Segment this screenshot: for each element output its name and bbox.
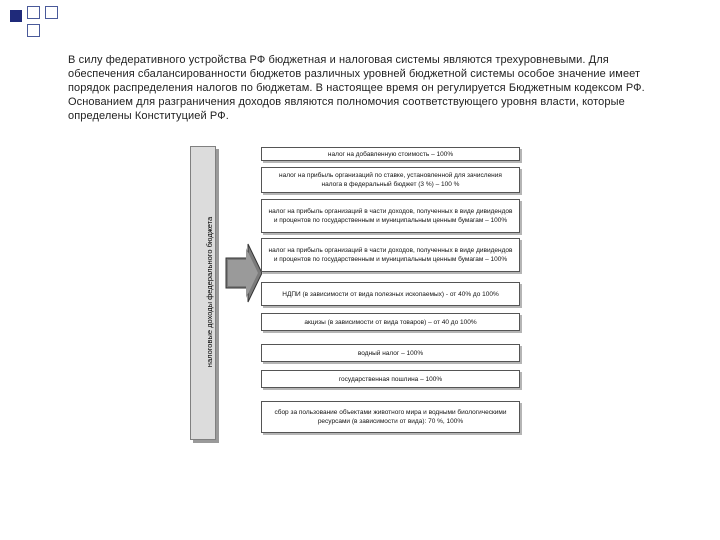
tax-box-mineral-extraction: НДПИ (в зависимости от вида полезных ископаемых) - от 40% до 100% (261, 282, 520, 306)
tax-box-state-duty: государственная пошлина – 100% (261, 370, 520, 388)
slide-corner-decoration (0, 0, 70, 42)
corner-square (10, 10, 22, 22)
tax-box-water: водный налог – 100% (261, 344, 520, 362)
intro-paragraph: В силу федеративного устройства РФ бюджетная и налоговая системы являются трехуровневыми. Для обеспечения сбалансированности бюджетов различных уровней бюджетной системы особое значение имеет порядок распределения налогов по бюджетам. В настоящее время он регулируется Бюджетным кодексом РФ. Основанием для разграничения доходов являются полномочия соответствующего уровня власти, которые определены Конституцией РФ. (68, 54, 645, 122)
right-arrow-icon (224, 238, 264, 308)
tax-box-excise: акцизы (в зависимости от вида товаров) – от 40 до 100% (261, 313, 520, 331)
tax-box-vat: налог на добавленную стоимость – 100% (261, 147, 520, 161)
corner-square (45, 6, 58, 19)
vertical-label: налоговые доходы федерального бюджета (205, 216, 214, 368)
tax-box-profit-dividends-2: налог на прибыль организаций в части доходов, полученных в виде дивидендов и процентов по государственным и муниципальным ценным бумагам – 100% (261, 238, 520, 272)
tax-box-wildlife-fee: сбор за пользование объектами животного мира и водными биологическими ресурсами (в зависимости от вида): 70 %, 100% (261, 401, 520, 433)
tax-box-profit-federal-rate: налог на прибыль организаций по ставке, установленной для зачисления налога в федеральный бюджет (3 %) – 100 % (261, 167, 520, 193)
corner-square (27, 6, 40, 19)
tax-box-profit-dividends: налог на прибыль организаций в части доходов, полученных в виде дивидендов и процентов по государственным и муниципальным ценным бумагам – 100% (261, 199, 520, 233)
corner-square (27, 24, 40, 37)
federal-tax-revenue-bar (190, 146, 216, 440)
